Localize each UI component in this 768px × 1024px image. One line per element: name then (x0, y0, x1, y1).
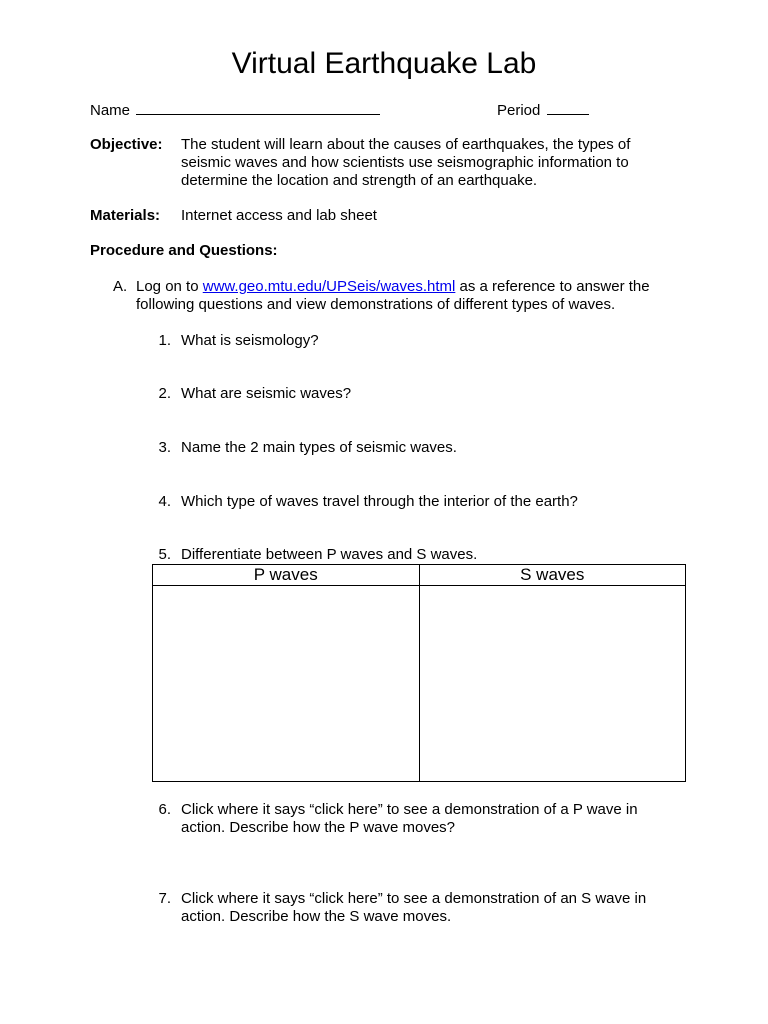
section-a-marker: A. (113, 278, 128, 295)
question-line: Click where it says “click here” to see a demonstration of a P wave in (181, 801, 638, 818)
procedure-heading: Procedure and Questions: (90, 242, 278, 259)
p-s-wave-table (152, 564, 686, 782)
period-label: Period (497, 102, 541, 119)
question-number: 2. (158, 385, 171, 402)
name-label: Name (90, 102, 131, 119)
question-text: What is seismology? (181, 332, 319, 349)
question-line: action. Describe how the S wave moves. (181, 908, 452, 925)
period-blank[interactable] (547, 100, 589, 115)
section-a-line-2: following questions and view demonstrations of different types of waves. (136, 296, 616, 313)
question-number: 3. (158, 439, 171, 456)
question-text: Differentiate between P waves and S waves. (181, 546, 478, 563)
materials-label: Materials: (90, 207, 161, 224)
question-text (181, 890, 646, 926)
name-line (90, 100, 380, 120)
objective-label: Objective: (90, 136, 163, 153)
question-number: 7. (158, 890, 171, 907)
table-row (153, 586, 686, 782)
objective-line: seismic waves and how scientists use seismographic information to (181, 154, 629, 171)
question-line: Click where it says “click here” to see a demonstration of an S wave in (181, 890, 647, 907)
materials-text: Internet access and lab sheet (181, 207, 377, 224)
name-blank[interactable] (136, 100, 380, 115)
page-title: Virtual Earthquake Lab (231, 47, 537, 80)
objective-line: determine the location and strength of an earthquake. (181, 172, 538, 189)
table-header-s-waves: S waves (419, 565, 686, 586)
question-text: What are seismic waves? (181, 385, 352, 402)
section-a-text (136, 278, 650, 314)
period-line (497, 100, 589, 120)
question-line: action. Describe how the P wave moves? (181, 819, 456, 836)
question-number: 4. (158, 493, 171, 510)
table-header-row (153, 565, 686, 586)
reference-link[interactable]: www.geo.mtu.edu/UPSeis/waves.html (202, 278, 456, 295)
p-waves-answer-cell[interactable] (153, 586, 420, 782)
section-a-suffix: as a reference to answer the (455, 278, 650, 295)
question-text: Name the 2 main types of seismic waves. (181, 439, 457, 456)
objective-text (181, 136, 630, 190)
question-number: 5. (158, 546, 171, 563)
objective-line: The student will learn about the causes of earthquakes, the types of (181, 136, 631, 153)
question-text: Which type of waves travel through the interior of the earth? (181, 493, 578, 510)
question-text (181, 801, 638, 837)
question-number: 1. (158, 332, 171, 349)
section-a-prefix: Log on to (136, 278, 203, 295)
table-header-p-waves: P waves (153, 565, 420, 586)
section-a-line-1 (136, 278, 650, 296)
question-number: 6. (158, 801, 171, 818)
s-waves-answer-cell[interactable] (419, 586, 686, 782)
